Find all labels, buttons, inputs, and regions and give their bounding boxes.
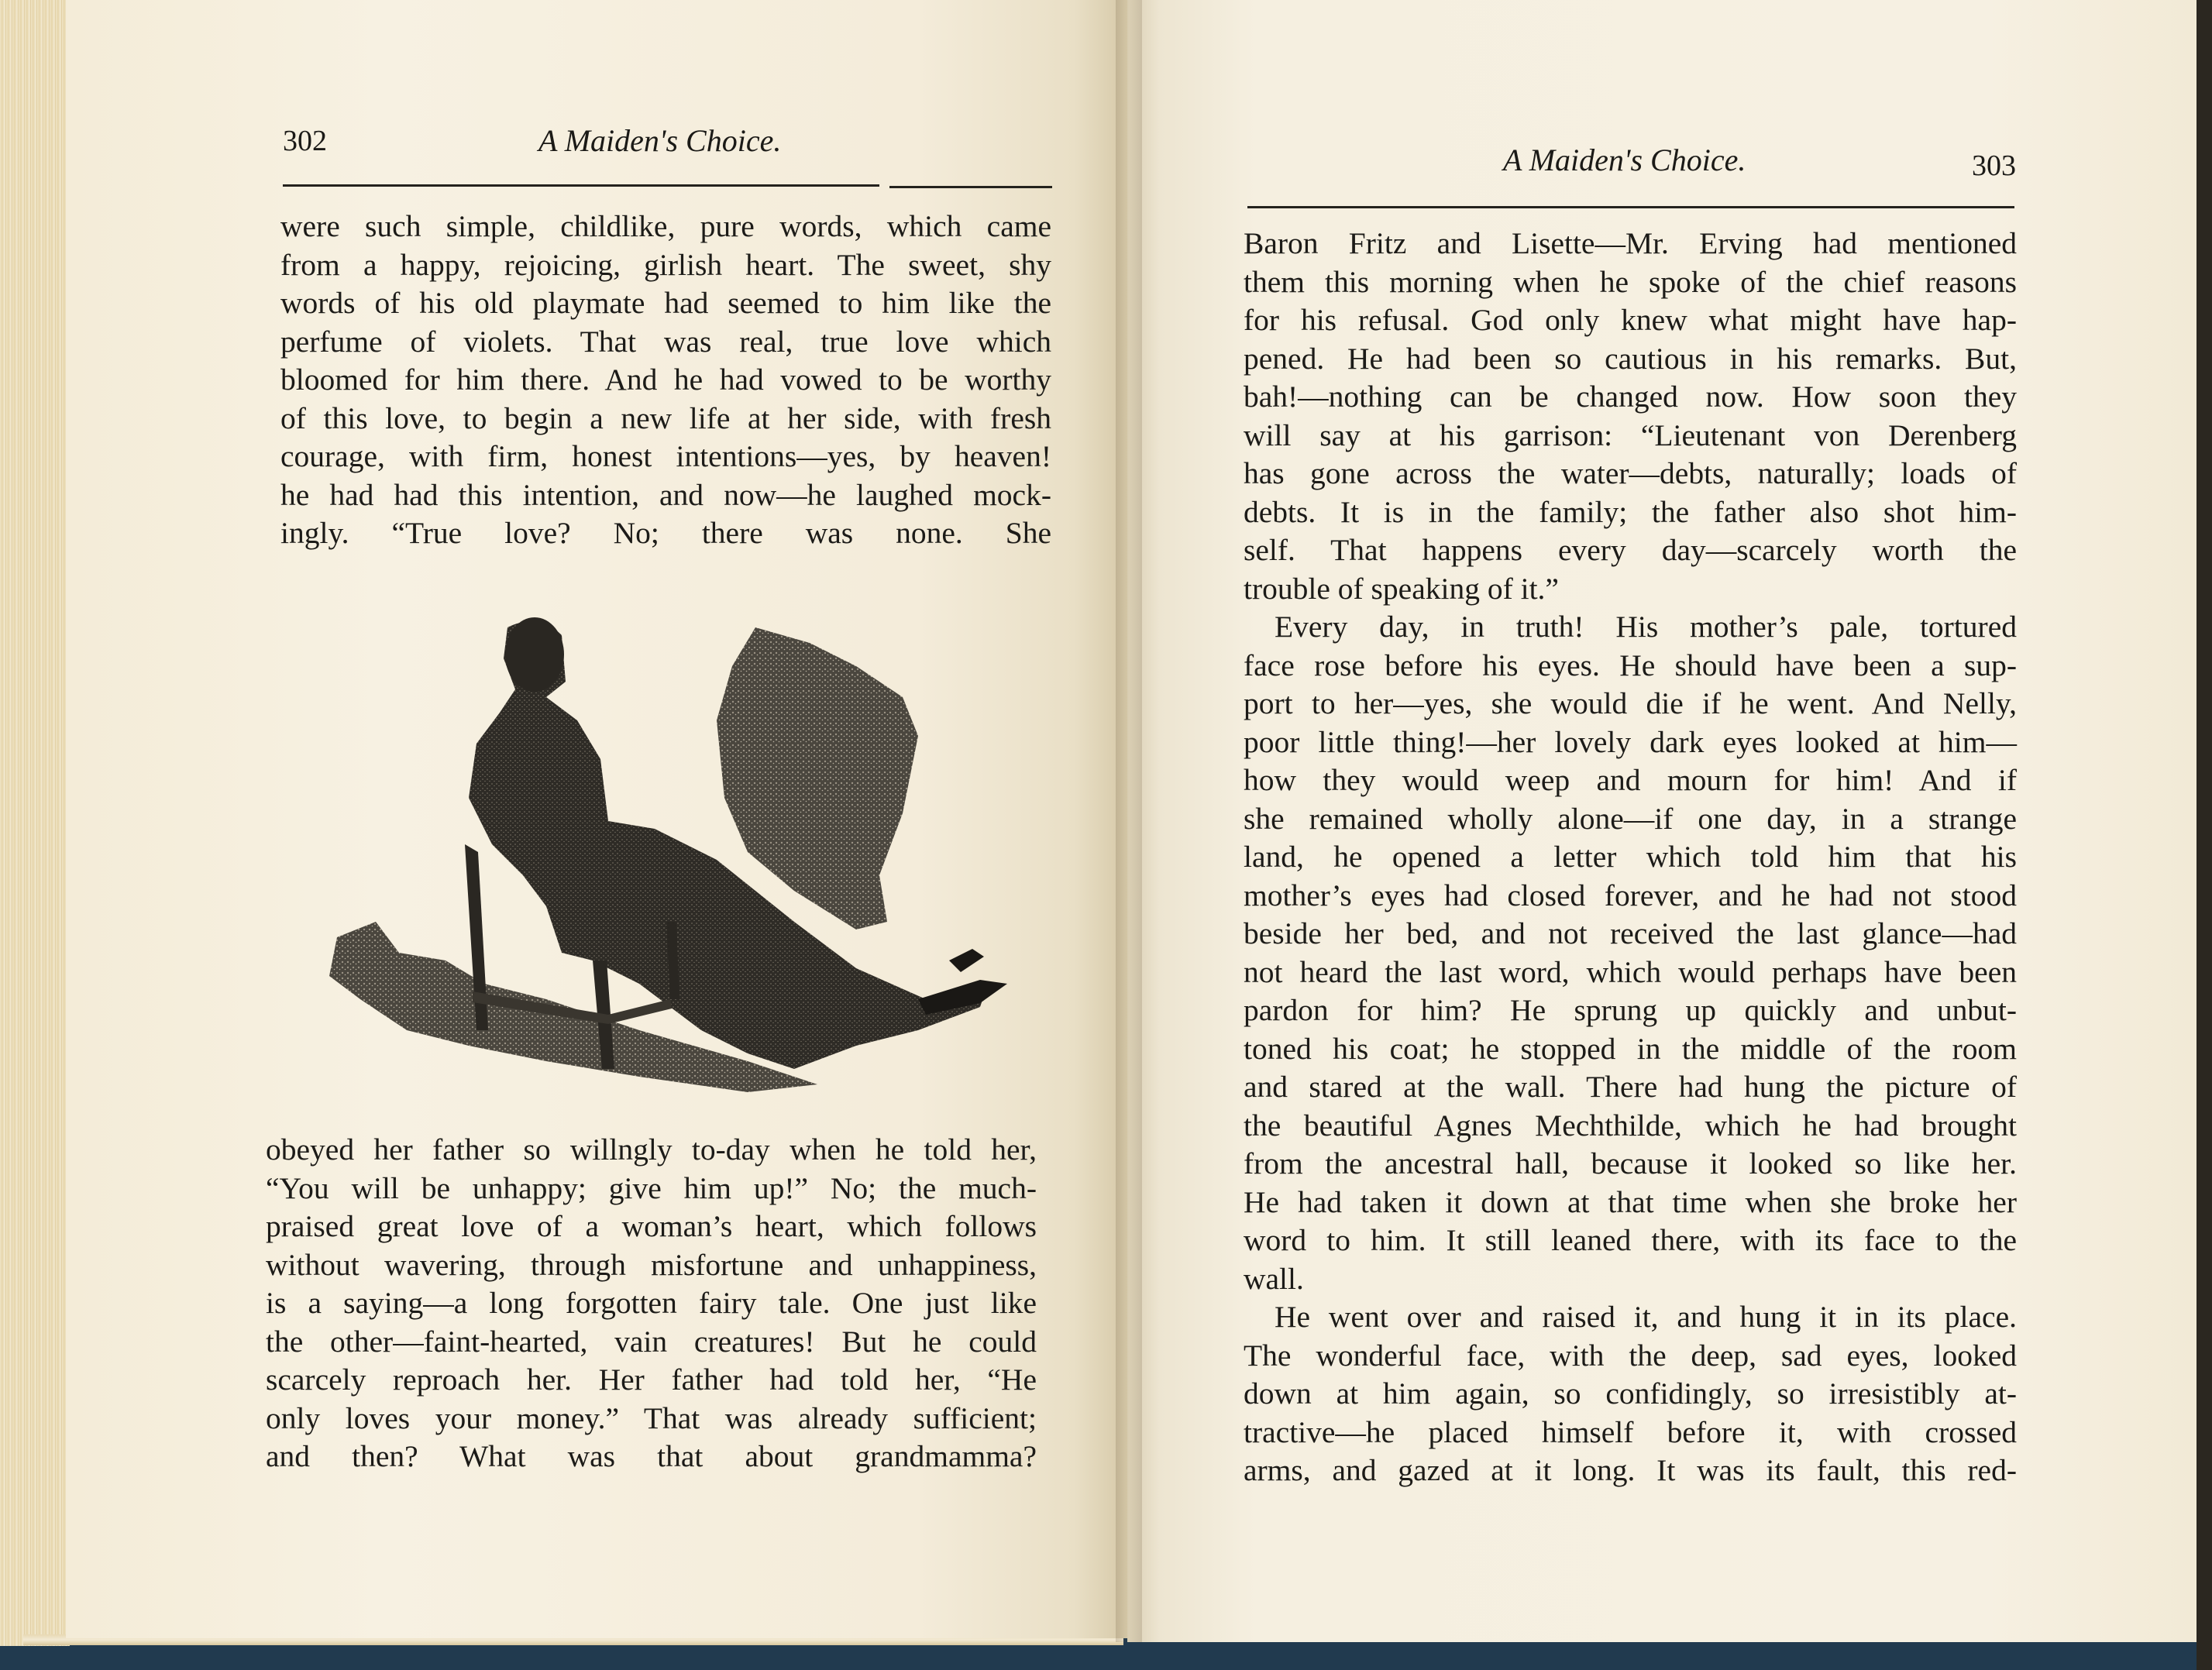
text-line: ingly. “True love? No; there was none. She xyxy=(280,516,1051,550)
text-line: and stared at the wall. There had hung the picture of xyxy=(1244,1070,2017,1104)
engraving-illustration xyxy=(314,596,1011,1092)
text-line: courage, with firm, honest intentions—yes, by heaven! xyxy=(280,439,1051,473)
text-line: He had taken it down at that time when she broke her xyxy=(1244,1184,2017,1219)
text-line: obeyed her father so willngly to-day when he told her, xyxy=(266,1132,1037,1167)
text-line: tractive—he placed himself before it, with crossed xyxy=(1244,1414,2017,1449)
text-line: trouble of speaking of it.” xyxy=(1244,571,1559,606)
left-page-number: 302 xyxy=(283,125,327,157)
text-line: toned his coat; he stopped in the middle of the room xyxy=(1244,1031,2017,1066)
text-line: will say at his garrison: “Lieutenant von Derenberg xyxy=(1244,418,2017,452)
right-running-head: A Maiden's Choice. xyxy=(1503,143,1746,177)
text-line: down at him again, so confidingly, so irresistibly at- xyxy=(1244,1376,2017,1411)
text-line: word to him. It still leaned there, with its face to the xyxy=(1244,1223,2017,1257)
text-line: how they would weep and mourn for him! And if xyxy=(1244,763,2017,797)
text-line: poor little thing!—her lovely dark eyes looked at him— xyxy=(1244,724,2017,759)
text-line: of this love, to begin a new life at her side, with fresh xyxy=(280,400,1051,435)
man-head-shape xyxy=(505,617,564,692)
left-text-top xyxy=(280,208,1051,553)
left-header-rule xyxy=(283,184,879,187)
text-line: were such simple, childlike, pure words, which came xyxy=(280,209,1051,243)
text-line: the beautiful Agnes Mechthilde, which he had brought xyxy=(1244,1108,2017,1143)
left-text-bottom xyxy=(266,1131,1037,1476)
text-line: arms, and gazed at it long. It was its fault, this red- xyxy=(1244,1453,2017,1487)
text-line: scarcely reproach her. Her father had told her, “He xyxy=(266,1362,1037,1397)
text-line: debts. It is in the family; the father also shot him- xyxy=(1244,494,2017,529)
text-line: Baron Fritz and Lisette—Mr. Erving had mentioned xyxy=(1244,226,2017,260)
book-gutter xyxy=(1116,0,1142,1642)
text-line: for his refusal. God only knew what might have hap- xyxy=(1244,303,2017,337)
text-line: land, he opened a letter which told him that his xyxy=(1244,840,2017,874)
right-text xyxy=(1244,225,2017,1490)
left-header-rule-segment xyxy=(889,186,1052,188)
text-line: pened. He had been so cautious in his remarks. But, xyxy=(1244,341,2017,376)
text-line: them this morning when he spoke of the chief reasons xyxy=(1244,264,2017,299)
left-running-head: A Maiden's Choice. xyxy=(538,123,782,158)
text-line: bah!—nothing can be changed now. How soon they xyxy=(1244,380,2017,414)
text-line: from the ancestral hall, because it looked so like her. xyxy=(1244,1146,2017,1180)
text-line: Every day, in truth! His mother’s pale, tortured xyxy=(1275,610,2017,644)
text-line: the other—faint-hearted, vain creatures! But he could xyxy=(266,1324,1037,1359)
text-line: face rose before his eyes. He should have been a sup- xyxy=(1244,648,2017,682)
text-line: she remained wholly alone—if one day, in a strange xyxy=(1244,801,2017,836)
text-line: perfume of violets. That was real, true love which xyxy=(280,324,1051,359)
text-line: words of his old playmate had seemed to him like the xyxy=(280,286,1051,320)
text-line: not heard the last word, which would perhaps have been xyxy=(1244,954,2017,989)
text-line: only loves your money.” That was already sufficient; xyxy=(266,1400,1037,1435)
text-line: without wavering, through misfortune and unhappiness, xyxy=(266,1247,1037,1282)
text-line: self. That happens every day—scarcely worth the xyxy=(1244,533,2017,567)
text-line: beside her bed, and not received the last glance—had xyxy=(1244,916,2017,950)
text-line: “You will be unhappy; give him up!” No; the much- xyxy=(266,1170,1037,1205)
text-line: praised great love of a woman’s heart, which follows xyxy=(266,1209,1037,1243)
book-cover-edge xyxy=(2197,0,2212,1670)
text-line: The wonderful face, with the deep, sad eyes, looked xyxy=(1244,1338,2017,1373)
page-stack-edge xyxy=(0,0,70,1646)
text-line: mother’s eyes had closed forever, and he had not stood xyxy=(1244,878,2017,912)
text-line: wall. xyxy=(1244,1261,1304,1296)
shoe-shape xyxy=(949,949,984,972)
text-line: bloomed for him there. And he had vowed to be worthy xyxy=(280,363,1051,397)
text-line: is a saying—a long forgotten fairy tale. One just like xyxy=(266,1286,1037,1320)
text-line: He went over and raised it, and hung it in its place. xyxy=(1275,1300,2017,1334)
text-line: he had had this intention, and now—he laughed mock- xyxy=(280,477,1051,512)
text-line: pardon for him? He sprung up quickly and unbut- xyxy=(1244,993,2017,1027)
text-line: and then? What was that about grandmamma? xyxy=(266,1439,1037,1473)
text-line: port to her—yes, she would die if he went. And Nelly, xyxy=(1244,686,2017,720)
text-line: from a happy, rejoicing, girlish heart. The sweet, shy xyxy=(280,247,1051,282)
right-header-rule xyxy=(1247,206,2014,208)
right-page-number: 303 xyxy=(1972,149,2016,182)
text-line: has gone across the water—debts, naturally; loads of xyxy=(1244,456,2017,490)
